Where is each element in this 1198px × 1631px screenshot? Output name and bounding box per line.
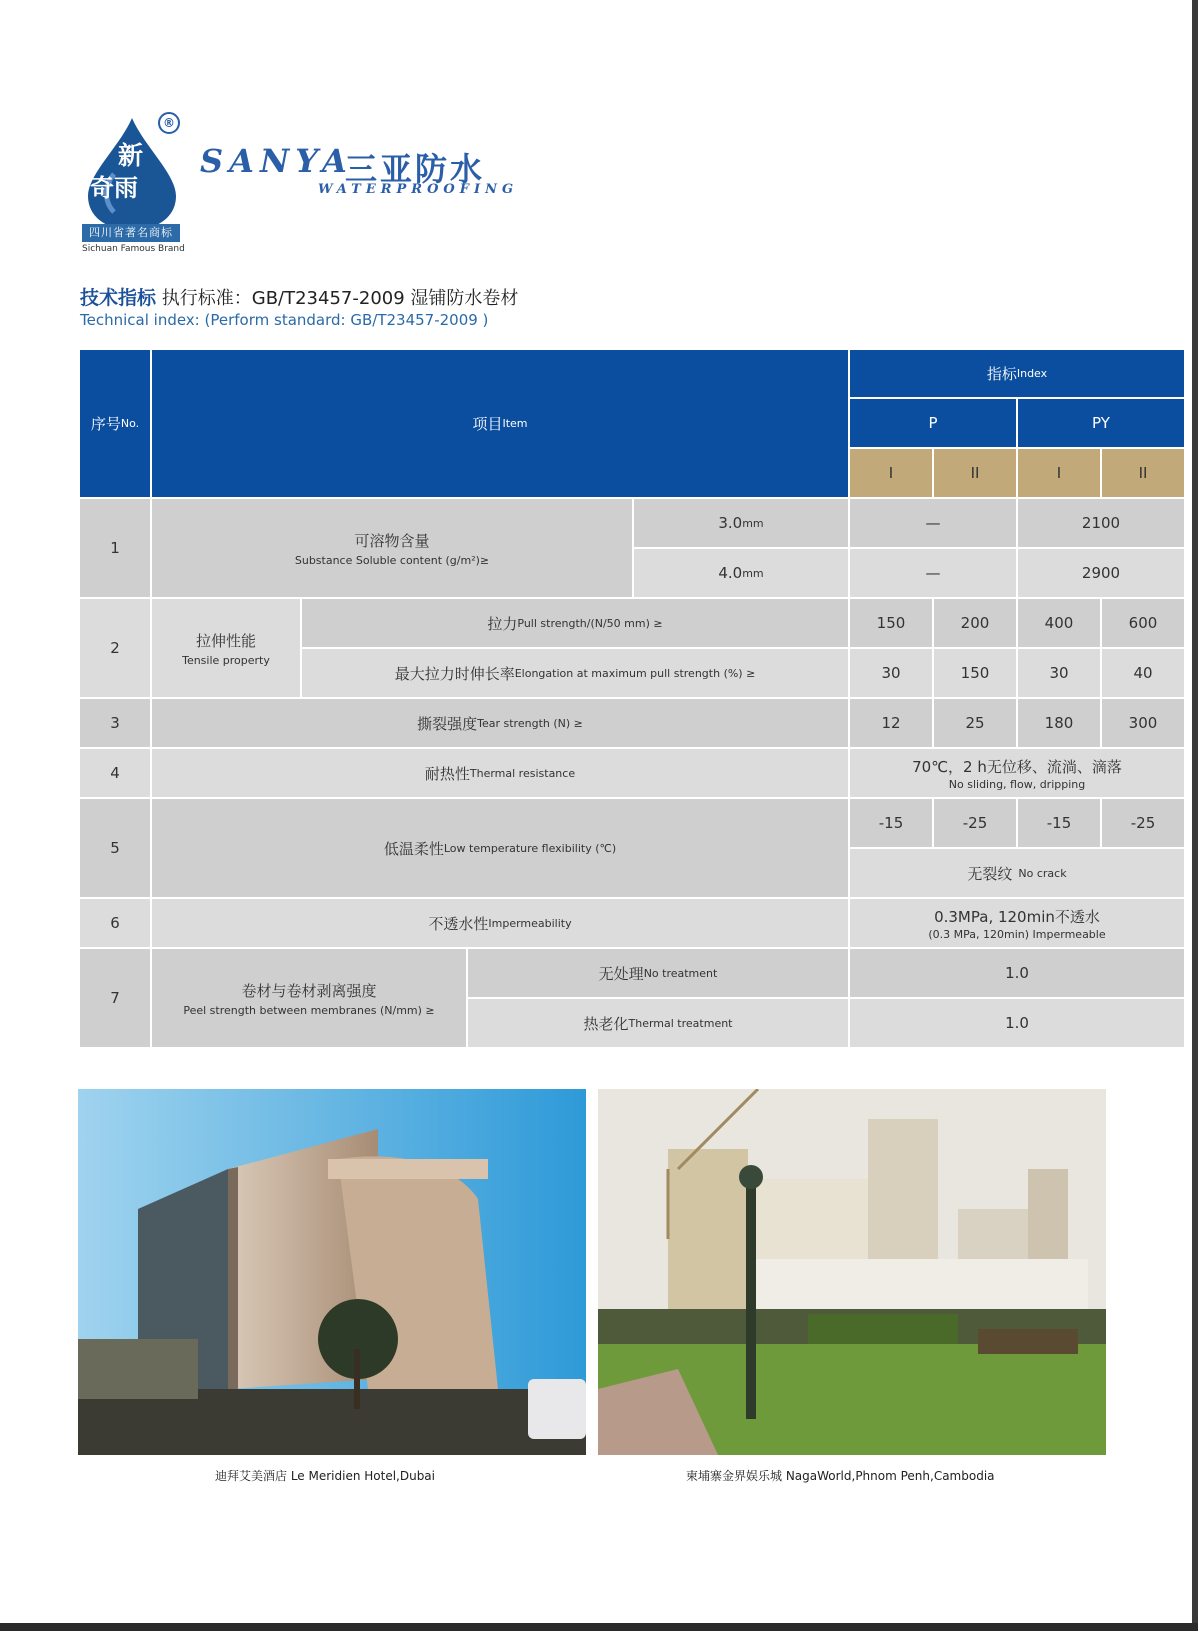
row2-elong-v3: 30 (1018, 649, 1100, 697)
row1-item-cn: 可溶物含量 (354, 531, 430, 550)
row3-v4: 300 (1102, 699, 1184, 747)
grade-py-1: I (1018, 449, 1100, 497)
row7-item (152, 949, 466, 1047)
row6-value (850, 899, 1184, 947)
photo-le-meridien-dubai (78, 1089, 586, 1455)
row5-v1: -15 (850, 799, 932, 847)
header-item-cn: 项目 (472, 415, 503, 433)
row6-item-cn: 不透水性 (428, 914, 489, 933)
row5-crack-cn: 无裂纹 (967, 864, 1013, 883)
logo-char-xin: 新 (118, 141, 144, 170)
row3-item-en: Tear strength (N) ≥ (477, 716, 583, 730)
row7-untreated-cn: 无处理 (598, 964, 644, 983)
row5-item-en: Low temperature flexibility (℃) (443, 841, 617, 855)
header-index-en: Index (1016, 367, 1048, 380)
brand-name-en: SANYA (200, 142, 353, 180)
row7-untreated (468, 949, 848, 997)
row2-pull-label (302, 599, 848, 647)
row5-crack-en: No crack (1018, 866, 1067, 880)
section-heading-en: Technical index: (Perform standard: GB/T23457-2009 ) (80, 311, 489, 329)
header-index (850, 350, 1184, 397)
row3-v3: 180 (1018, 699, 1100, 747)
row1-p-3: — (850, 499, 1016, 547)
row1-item-en: Substance Soluble content (g/m²)≥ (294, 553, 490, 567)
row7-no: 7 (80, 949, 150, 1047)
header-item-en: Item (502, 417, 528, 430)
row1-no: 1 (80, 499, 150, 597)
row1-thick-4 (634, 549, 848, 597)
row3-v1: 12 (850, 699, 932, 747)
row6-no: 6 (80, 899, 150, 947)
row7-untreated-value: 1.0 (850, 949, 1184, 997)
row4-no: 4 (80, 749, 150, 797)
header-no-en: No. (120, 417, 140, 430)
section-heading-cn (80, 283, 518, 310)
row1-thick-4-unit: mm (742, 566, 764, 580)
row1-py-4: 2900 (1018, 549, 1184, 597)
row2-elong-en: Elongation at maximum pull strength (%) ≥ (514, 666, 756, 680)
row2-elong-v2: 150 (934, 649, 1016, 697)
row2-item (152, 599, 300, 697)
header-p: P (850, 399, 1016, 447)
row2-pull-cn: 拉力 (487, 614, 518, 633)
row1-p-4: — (850, 549, 1016, 597)
row5-item-cn: 低温柔性 (383, 839, 444, 858)
header-index-cn: 指标 (986, 365, 1017, 383)
row4-item-cn: 耐热性 (424, 764, 470, 783)
row2-elong-cn: 最大拉力时伸长率 (394, 664, 515, 683)
row4-item (152, 749, 848, 797)
page-right-border (1192, 0, 1198, 1631)
row5-item (152, 799, 848, 897)
page-bottom-bar (0, 1623, 1198, 1631)
row7-item-en: Peel strength between membranes (N/mm) ≥ (183, 1003, 435, 1017)
row6-value-cn: 0.3MPa, 120min不透水 (934, 907, 1100, 926)
row7-untreated-en: No treatment (643, 966, 718, 980)
row3-no: 3 (80, 699, 150, 747)
row2-elong-label (302, 649, 848, 697)
row7-item-cn: 卷材与卷材剥离强度 (241, 981, 377, 1000)
brand-subtitle: WATERPROOFING (318, 182, 519, 197)
caption-nagaworld: 柬埔寨金界娱乐城 NagaWorld,Phnom Penh,Cambodia (686, 1469, 995, 1483)
brand-name-cn: 三亚防水 (345, 150, 486, 188)
photo-nagaworld-phnom-penh (598, 1089, 1106, 1455)
section-title-cn: 技术指标 (80, 287, 157, 309)
famous-brand-en: Sichuan Famous Brand (82, 244, 185, 254)
grade-p-2: II (934, 449, 1016, 497)
row2-elong-v1: 30 (850, 649, 932, 697)
row1-thick-3-value: 3.0 (718, 514, 743, 532)
logo-chars-qiyu: 奇雨 (90, 173, 138, 202)
row4-value-cn: 70℃，2 h无位移、流淌、滴落 (912, 757, 1122, 776)
row4-value-en: No sliding, flow, dripping (948, 777, 1086, 791)
standard-cn: 执行标准：GB/T23457-2009 湿铺防水卷材 (161, 288, 519, 309)
row7-thermal-en: Thermal treatment (628, 1016, 733, 1030)
registered-mark: ® (158, 112, 180, 134)
grade-py-2: II (1102, 449, 1184, 497)
row1-thick-4-value: 4.0 (718, 564, 743, 582)
row4-item-en: Thermal resistance (469, 766, 576, 780)
row1-py-3: 2100 (1018, 499, 1184, 547)
row2-pull-en: Pull strength/(N/50 mm) ≥ (517, 616, 663, 630)
row3-item-cn: 撕裂强度 (417, 714, 478, 733)
row5-no: 5 (80, 799, 150, 897)
row2-item-en: Tensile property (182, 653, 270, 667)
row1-thick-3 (634, 499, 848, 547)
famous-brand-cn: 四川省著名商标 (82, 224, 180, 242)
row6-item-en: Impermeability (488, 916, 572, 930)
header-no-cn: 序号 (90, 415, 121, 433)
row5-crack (850, 849, 1184, 897)
row5-v2: -25 (934, 799, 1016, 847)
row2-no: 2 (80, 599, 150, 697)
grade-p-1: I (850, 449, 932, 497)
row1-item (152, 499, 632, 597)
caption-dubai: 迪拜艾美酒店 Le Meridien Hotel,Dubai (215, 1469, 435, 1483)
row2-item-cn: 拉伸性能 (195, 631, 256, 650)
row2-pull-v3: 400 (1018, 599, 1100, 647)
row7-thermal-cn: 热老化 (583, 1014, 629, 1033)
header-py: PY (1018, 399, 1184, 447)
row3-v2: 25 (934, 699, 1016, 747)
row7-thermal (468, 999, 848, 1047)
row7-thermal-value: 1.0 (850, 999, 1184, 1047)
row2-pull-v1: 150 (850, 599, 932, 647)
row4-value (850, 749, 1184, 797)
row5-v4: -25 (1102, 799, 1184, 847)
row5-v3: -15 (1018, 799, 1100, 847)
header-no (80, 350, 150, 497)
row2-pull-v2: 200 (934, 599, 1016, 647)
brand-logo (80, 112, 520, 252)
row3-item (152, 699, 848, 747)
row6-item (152, 899, 848, 947)
row2-elong-v4: 40 (1102, 649, 1184, 697)
header-item (152, 350, 848, 497)
row2-pull-v4: 600 (1102, 599, 1184, 647)
row1-thick-3-unit: mm (742, 516, 764, 530)
row6-value-en: (0.3 MPa, 120min) Impermeable (928, 927, 1106, 941)
technical-index-table (80, 350, 1158, 1050)
